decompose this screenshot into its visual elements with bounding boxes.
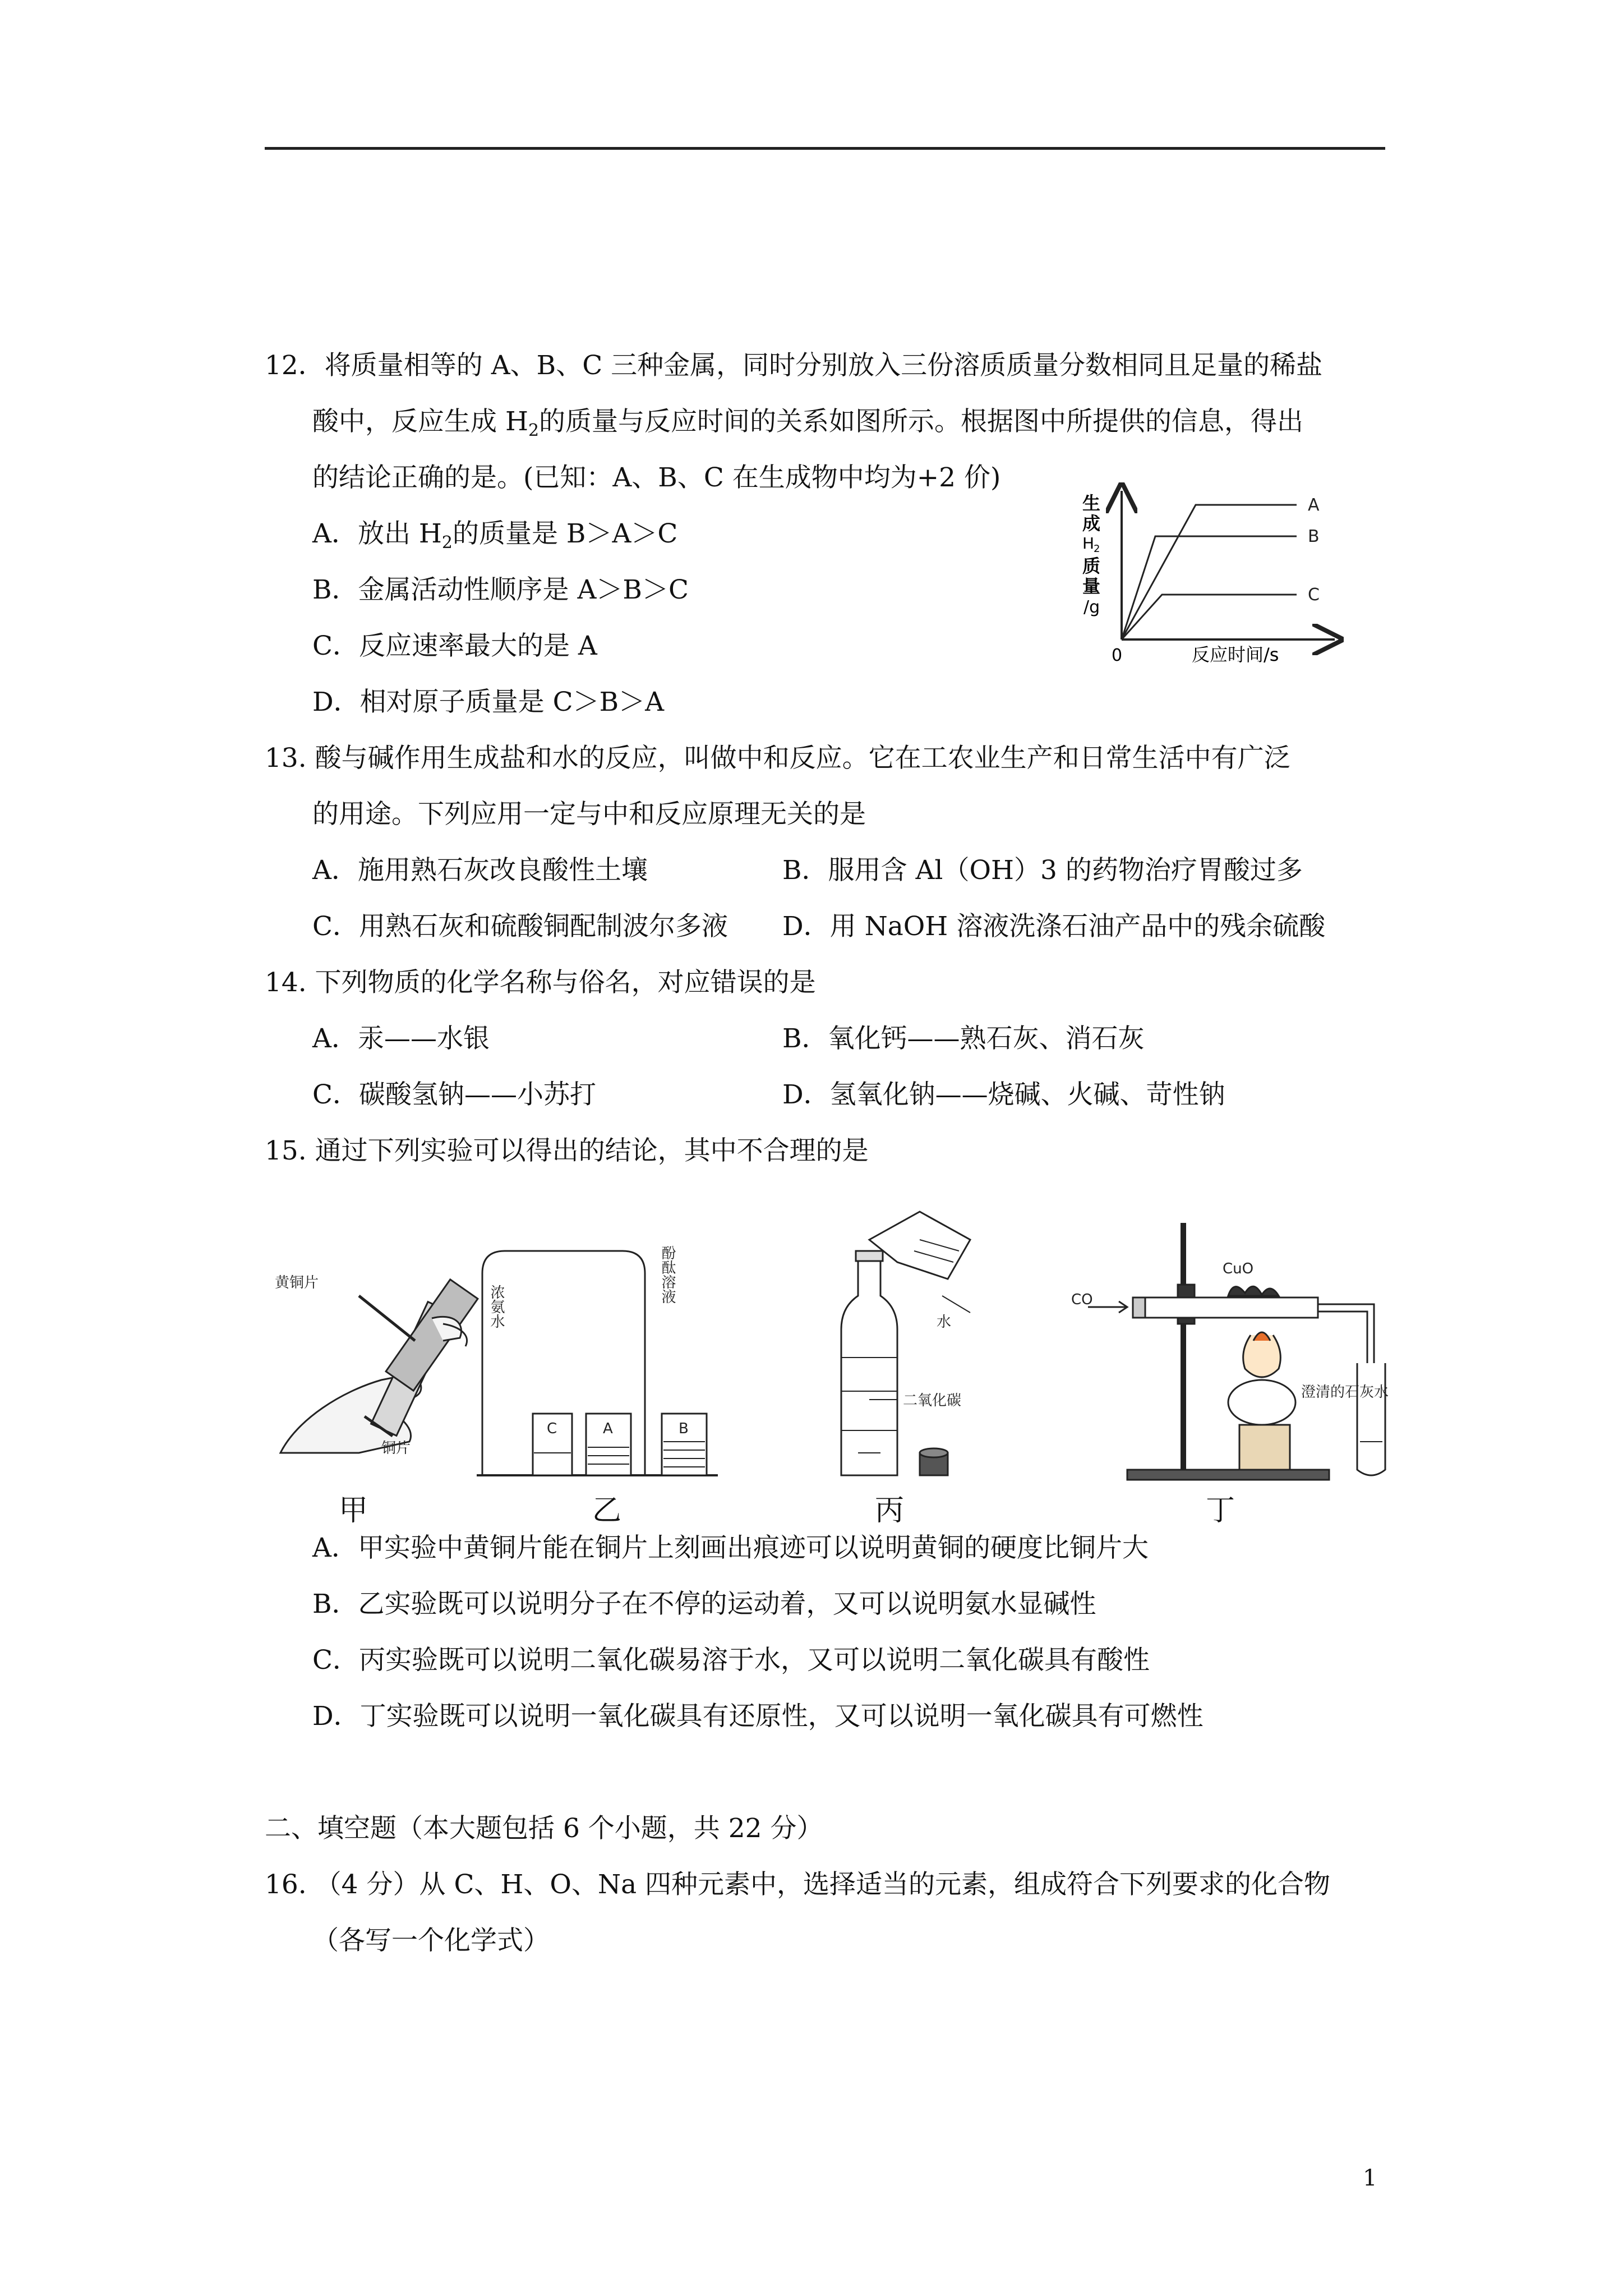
ding-label-cuo: CuO	[1223, 1260, 1254, 1277]
caption-yi: 乙	[592, 1494, 622, 1527]
q12-option-d: D．相对原子质量是 C＞B＞A	[312, 687, 665, 717]
beaker-b-label: B	[679, 1420, 689, 1437]
q13-option-d: D．用 NaOH 溶液洗涤石油产品中的残余硫酸	[782, 911, 1326, 942]
q13-option-a: A．施用熟石灰改良酸性土壤	[312, 855, 648, 886]
jia-apparatus	[280, 1280, 478, 1453]
ylabel-1: 生	[1082, 493, 1101, 514]
series-B-line	[1122, 536, 1297, 639]
beaker-c-label: C	[547, 1420, 557, 1437]
q15-option-b: B．乙实验既可以说明分子在不停的运动着，又可以说明氨水显碱性	[312, 1589, 1096, 1619]
q12-line1: 12．将质量相等的 A、B、C 三种金属，同时分别放入三份溶质质量分数相同且足量的稀盐	[265, 350, 1323, 381]
series-C-label: C	[1308, 585, 1320, 605]
q13-option-b: B．服用含 Al（OH）3 的药物治疗胃酸过多	[782, 855, 1303, 886]
q12-line2: 酸中，反应生成 $H_2$的质量与反应时间的关系如图所示。根据图中所提供的信息，得出	[312, 406, 1304, 440]
series-C-line	[1122, 595, 1297, 639]
q15-option-a: A．甲实验中黄铜片能在铜片上刻画出痕迹可以说明黄铜的硬度比铜片大	[312, 1533, 1149, 1563]
series-B-label: B	[1308, 527, 1320, 546]
q14-line1: 14. 下列物质的化学名称与俗名，对应错误的是	[265, 967, 816, 998]
ylabel-2: 成	[1082, 513, 1101, 534]
ylabel-3: H	[1082, 534, 1095, 553]
q15-line1: 15. 通过下列实验可以得出的结论，其中不合理的是	[265, 1135, 869, 1166]
caption-bing: 丙	[875, 1494, 905, 1527]
q16-line1: 16. （4 分）从 C、H、O、Na 四种元素中，选择适当的元素，组成符合下列要求的化合物	[265, 1869, 1331, 1900]
header-rule	[265, 147, 1385, 150]
ylabel-6: /g	[1083, 597, 1100, 617]
q14-option-d: D．氢氧化钠——烧碱、火碱、苛性钠	[782, 1079, 1225, 1110]
series-A-line	[1122, 505, 1297, 639]
q12-option-c: C．反应速率最大的是 A	[312, 631, 597, 661]
ding-label-co: CO	[1071, 1291, 1093, 1308]
q12-chart	[1077, 482, 1368, 673]
q14-option-b: B．氧化钙——熟石灰、消石灰	[782, 1023, 1145, 1054]
caption-ding: 丁	[1206, 1494, 1235, 1527]
q12-line3: 的结论正确的是。(已知：A、B、C 在生成物中均为+2 价)	[312, 462, 1001, 493]
q13-line2: 的用途。下列应用一定与中和反应原理无关的是	[312, 799, 866, 830]
jia-label-copper: 铜片	[381, 1440, 411, 1457]
q15-figure	[275, 1206, 1408, 1487]
chart-origin: 0	[1112, 646, 1123, 665]
yi-label-phenolphthalein: 酚酞溶液	[659, 1245, 676, 1304]
chart-xlabel: 反应时间/s	[1192, 644, 1279, 665]
q14-option-a: A．汞——水银	[312, 1023, 490, 1054]
q15-option-d: D．丁实验既可以说明一氧化碳具有还原性，又可以说明一氧化碳具有可燃性	[312, 1701, 1204, 1732]
ylabel-5: 量	[1082, 576, 1101, 597]
q16-line2: （各写一个化学式）	[312, 1925, 550, 1956]
q15-option-c: C．丙实验既可以说明二氧化碳易溶于水，又可以说明二氧化碳具有酸性	[312, 1645, 1150, 1676]
q13-line1: 13. 酸与碱作用生成盐和水的反应，叫做中和反应。它在工农业生产和日常生活中有广泛	[265, 743, 1290, 774]
caption-jia: 甲	[339, 1494, 368, 1527]
bing-label-co2: 二氧化碳	[903, 1392, 962, 1409]
q12-option-b: B．金属活动性顺序是 A＞B＞C	[312, 574, 689, 605]
q13-option-c: C．用熟石灰和硫酸铜配制波尔多液	[312, 911, 728, 942]
series-A-label: A	[1308, 495, 1320, 515]
jia-label-brass: 黄铜片	[275, 1274, 319, 1291]
yi-label-ammonia: 浓氨水	[488, 1285, 505, 1328]
bing-apparatus	[841, 1212, 970, 1475]
page-number: 1	[1363, 2165, 1377, 2191]
ding-label-limewater: 澄清的石灰水	[1301, 1384, 1389, 1401]
q12-option-a: A．放出 $H_2$的质量是 B＞A＞C	[312, 518, 678, 553]
yi-apparatus	[477, 1251, 718, 1475]
q14-option-c: C．碳酸氢钠——小苏打	[312, 1079, 596, 1110]
beaker-a-label: A	[603, 1420, 613, 1437]
ylabel-4: 质	[1082, 555, 1101, 577]
bing-label-water: 水	[937, 1314, 952, 1331]
section-2-title: 二、填空题（本大题包括 6 个小题，共 22 分）	[265, 1813, 823, 1844]
ylabel-3-sub: 2	[1094, 543, 1100, 555]
